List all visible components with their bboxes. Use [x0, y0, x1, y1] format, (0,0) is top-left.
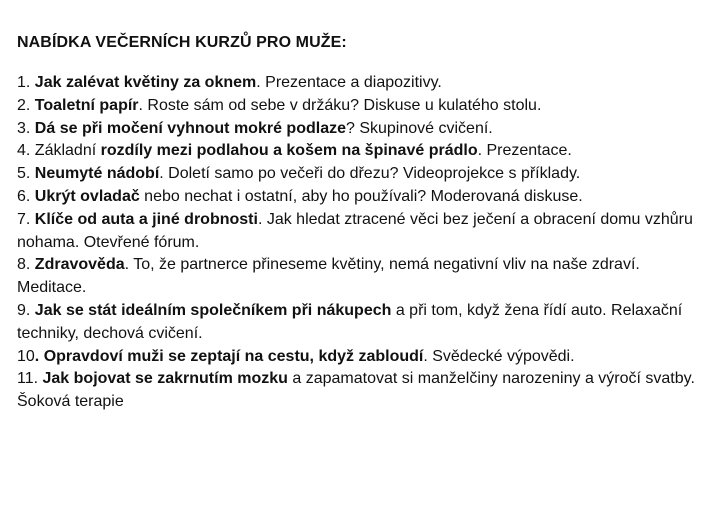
item-bold-text: Jak zalévat květiny za oknem [34, 74, 257, 91]
item-text: 10 [17, 347, 35, 365]
item-text: 2. [17, 96, 35, 114]
item-text: 4. Základní [17, 142, 101, 160]
item-bold-text: Jak bojovat se zakrnutím mozku [42, 370, 288, 388]
list-item [17, 118, 707, 141]
item-bold-text: . Opravdoví muži se zeptají na cestu, když zabloudí [34, 347, 424, 365]
list-item [17, 95, 707, 118]
item-text: a zapamatovat si manželčiny narozeniny a výročí svatby. Šoková terapie [17, 370, 695, 411]
item-text: . Jak hledat ztracené věci bez ječení a obracení domu vzhůru nohama. Otevřené fórum. [17, 210, 693, 251]
item-text: 11. [17, 370, 43, 388]
list-item [17, 163, 707, 186]
item-text: ? Skupinové cvičení. [345, 119, 493, 137]
item-bold-text: Ukrýt ovladač [34, 187, 140, 205]
list-item [17, 72, 707, 95]
item-text: 3. [17, 119, 35, 137]
item-bold-text: Dá se při močení vyhnout mokré podlaze [34, 119, 346, 137]
document [17, 33, 707, 414]
item-bold-text: Zdravověda [34, 256, 125, 274]
item-text: . Prezentace a diapozitivy. [256, 74, 442, 91]
document-title: NABÍDKA VEČERNÍCH KURZŮ PRO MUŽE: [17, 34, 347, 51]
list-item [17, 140, 707, 163]
item-bold-text: rozdíly mezi podlahou a košem na špinavé prádlo [100, 142, 478, 160]
item-text: 1. [17, 74, 35, 91]
item-text: . Prezentace. [477, 142, 572, 160]
item-text: 9. [17, 301, 35, 319]
list-item [17, 209, 707, 255]
item-bold-text: Neumyté nádobí [34, 165, 160, 183]
item-text: 6. [17, 187, 35, 205]
list-item [17, 346, 707, 369]
course-list [17, 72, 707, 414]
list-item [17, 368, 707, 414]
item-bold-text: Toaletní papír [34, 96, 139, 114]
item-text: a při tom, když žena řídí auto. Relaxační techniky, dechová cvičení. [17, 301, 683, 342]
item-text: . To, že partnerce přineseme květiny, nemá negativní vliv na naše zdraví. Meditace. [17, 256, 640, 297]
list-item [17, 300, 707, 346]
item-text: 7. [17, 210, 35, 228]
item-text: 8. [17, 256, 35, 274]
item-text: 5. [17, 165, 35, 183]
item-text: . Svědecké výpovědi. [423, 347, 575, 365]
item-text: . Doletí samo po večeři do dřezu? Videoprojekce s příklady. [159, 165, 581, 183]
item-text: . Roste sám od sebe v držáku? Diskuse u kulatého stolu. [138, 96, 542, 114]
list-item [17, 254, 707, 300]
item-bold-text: Jak se stát ideálním společníkem při nákupech [34, 301, 392, 319]
item-bold-text: Klíče od auta a jiné drobnosti [34, 210, 258, 228]
item-text: nebo nechat i ostatní, aby ho používali? Moderovaná diskuse. [139, 187, 583, 205]
list-item [17, 186, 707, 209]
